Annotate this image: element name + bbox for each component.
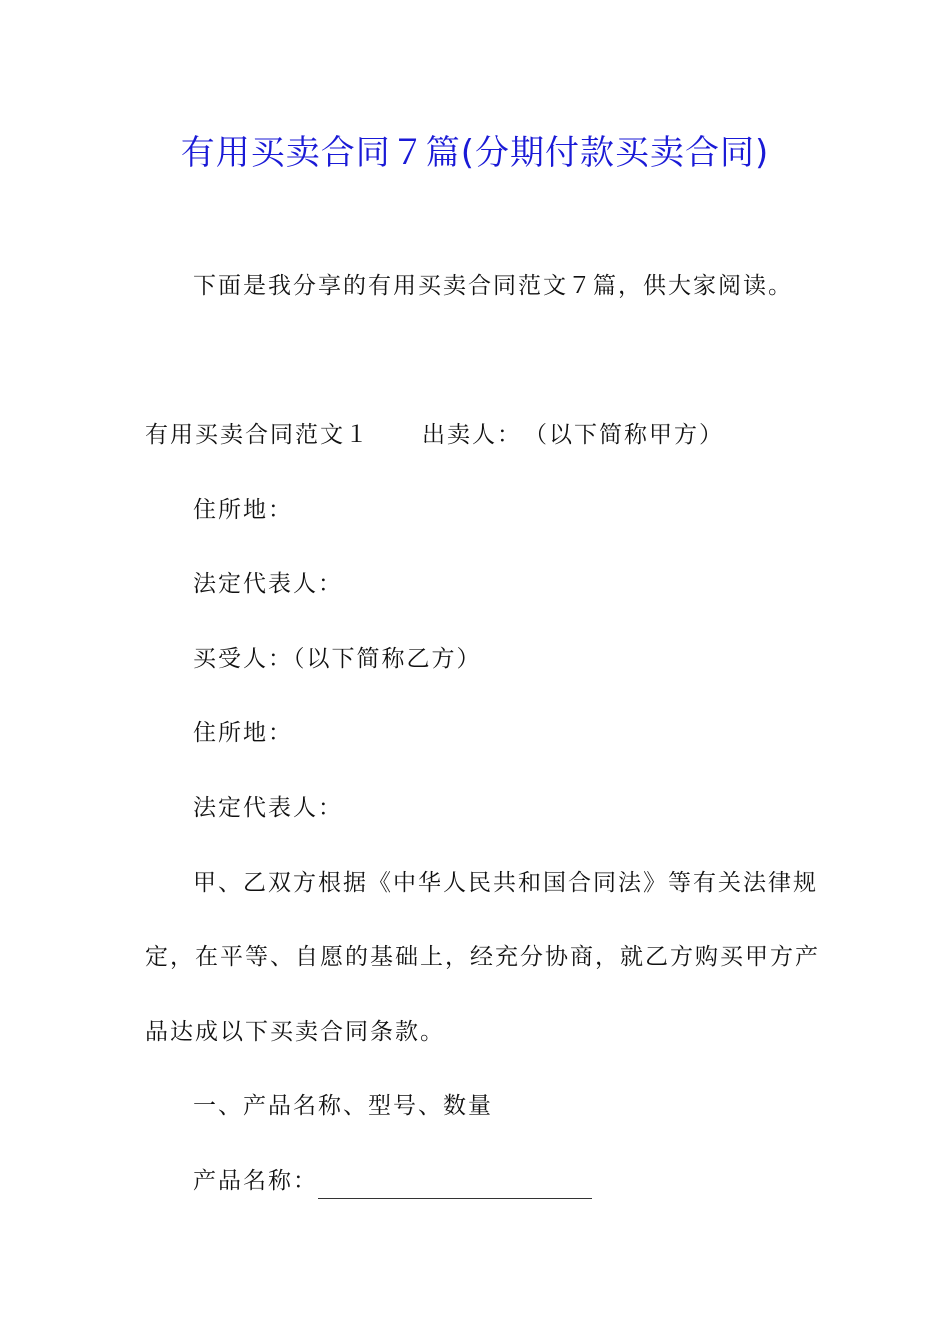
- section-heading-row: [145, 417, 724, 453]
- paragraph-line-2: 定，在平等、自愿的基础上，经充分协商，就乙方购买甲方产: [145, 944, 820, 970]
- document-title: 有用买卖合同７篇(分期付款买卖合同): [180, 133, 770, 173]
- product-name-row: [193, 1163, 592, 1199]
- seller-representative: 法定代表人：: [193, 571, 343, 597]
- seller-label: 出卖人： （以下简称甲方）: [422, 422, 724, 448]
- buyer-address: 住所地：: [193, 720, 293, 746]
- clause-heading-1: 一、产品名称、型号、数量: [193, 1093, 493, 1119]
- buyer-label: 买受人：（以下简称乙方）: [193, 646, 482, 672]
- intro-text: 下面是我分享的有用买卖合同范文７篇，供大家阅读。: [193, 273, 793, 299]
- seller-address: 住所地：: [193, 497, 293, 523]
- paragraph-line-3: 品达成以下买卖合同条款。: [145, 1019, 445, 1045]
- product-name-blank: [318, 1172, 592, 1199]
- product-name-label: 产品名称：: [193, 1168, 318, 1194]
- buyer-representative: 法定代表人：: [193, 795, 343, 821]
- paragraph-line-1: 甲、乙双方根据《中华人民共和国合同法》等有关法律规: [193, 870, 818, 896]
- section-heading: 有用买卖合同范文１: [145, 422, 370, 448]
